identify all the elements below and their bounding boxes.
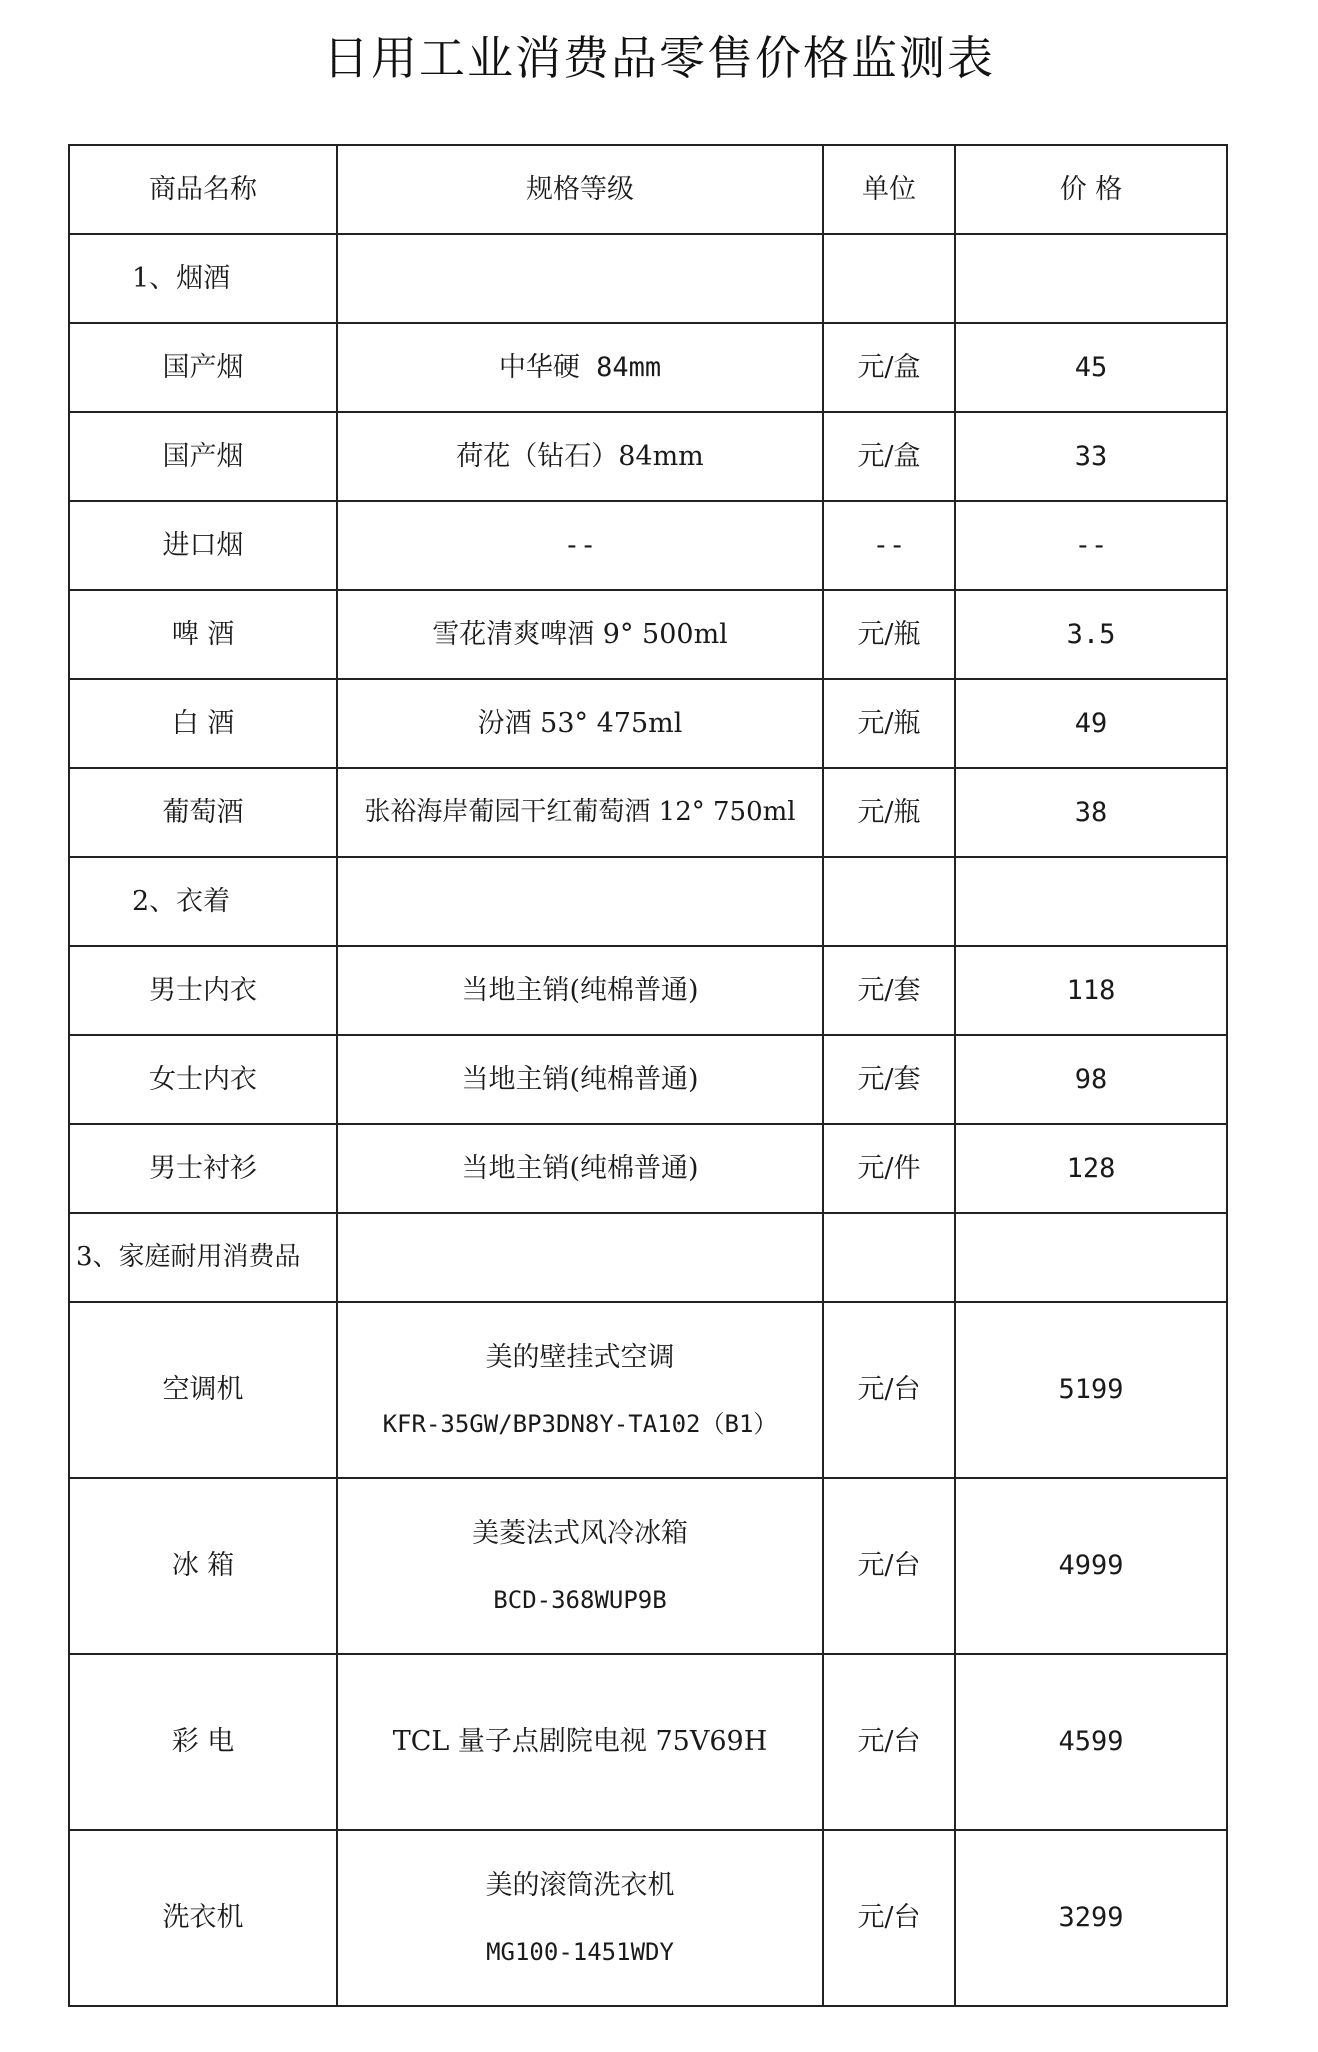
cell-unit [823,1213,955,1302]
cell-price: 49 [955,679,1227,768]
cell-price [955,857,1227,946]
cell-price [955,234,1227,323]
cell-spec [337,1478,823,1654]
cell-spec: -- [337,501,823,590]
section-title: 2、衣着 [69,857,337,946]
header-spec: 规格等级 [337,145,823,234]
cell-price: 4999 [955,1478,1227,1654]
cell-price: 38 [955,768,1227,857]
cell-price: 3.5 [955,590,1227,679]
header-row [69,145,1227,234]
cell-price: 45 [955,323,1227,412]
spec-model: BCD-368WUP9B [493,1585,667,1614]
price-monitoring-table [68,144,1228,2007]
cell-spec: 当地主销(纯棉普通) [337,1035,823,1124]
cell-unit [823,857,955,946]
cell-price: 5199 [955,1302,1227,1478]
spec-model: MG100-1451WDY [486,1937,674,1966]
cell-price: 128 [955,1124,1227,1213]
cell-name: 进口烟 [69,501,337,590]
cell-unit: 元/件 [823,1124,955,1213]
cell-spec: 汾酒 53° 475ml [337,679,823,768]
spec-line: 美菱法式风冷冰箱 [472,1518,688,1550]
table-row [69,768,1227,857]
cell-unit: 元/瓶 [823,679,955,768]
cell-name: 男士衬衫 [69,1124,337,1213]
cell-name: 葡萄酒 [69,768,337,857]
cell-spec [337,1830,823,2006]
section-title: 3、家庭耐用消费品 [69,1213,337,1302]
table-row [69,946,1227,1035]
cell-name: 女士内衣 [69,1035,337,1124]
table-row [69,679,1227,768]
cell-name: 国产烟 [69,412,337,501]
cell-spec: 荷花（钻石）84mm [337,412,823,501]
cell-price: 118 [955,946,1227,1035]
cell-spec: 张裕海岸葡园干红葡萄酒 12° 750ml [337,768,823,857]
cell-spec: 当地主销(纯棉普通) [337,946,823,1035]
cell-unit: 元/套 [823,1035,955,1124]
spec-line: 美的滚筒洗衣机 [485,1870,675,1902]
table-row [69,1830,1227,2006]
cell-unit: 元/瓶 [823,590,955,679]
cell-unit: 元/台 [823,1654,955,1830]
table-row [69,590,1227,679]
table-row [69,323,1227,412]
cell-unit: 元/台 [823,1830,955,2006]
cell-name: 冰 箱 [69,1478,337,1654]
cell-spec: 中华硬 84mm [337,323,823,412]
cell-price: 4599 [955,1654,1227,1830]
spec-model: KFR-35GW/BP3DN8Y-TA102（B1） [382,1409,778,1438]
table-row [69,1654,1227,1830]
header-name: 商品名称 [69,145,337,234]
header-price: 价 格 [955,145,1227,234]
cell-spec [337,234,823,323]
cell-name: 国产烟 [69,323,337,412]
cell-name: 白 酒 [69,679,337,768]
cell-unit: 元/盒 [823,412,955,501]
cell-price: -- [955,501,1227,590]
spec-line: 美的壁挂式空调 [485,1342,675,1374]
table-row [69,412,1227,501]
table-row [69,1035,1227,1124]
section-title: 1、烟酒 [69,234,337,323]
section-row [69,234,1227,323]
section-row [69,1213,1227,1302]
cell-spec [337,1302,823,1478]
cell-unit: 元/套 [823,946,955,1035]
cell-unit: 元/盒 [823,323,955,412]
cell-spec: 当地主销(纯棉普通) [337,1124,823,1213]
cell-price: 98 [955,1035,1227,1124]
cell-unit: 元/台 [823,1478,955,1654]
cell-name: 洗衣机 [69,1830,337,2006]
table-row [69,1302,1227,1478]
table-row [69,1478,1227,1654]
cell-price: 33 [955,412,1227,501]
cell-name: 啤 酒 [69,590,337,679]
table-row [69,1124,1227,1213]
section-row [69,857,1227,946]
cell-spec: TCL 量子点剧院电视 75V69H [337,1654,823,1830]
cell-price: 3299 [955,1830,1227,2006]
cell-spec [337,857,823,946]
header-unit: 单位 [823,145,955,234]
cell-unit: 元/台 [823,1302,955,1478]
cell-spec: 雪花清爽啤酒 9° 500ml [337,590,823,679]
cell-name: 彩 电 [69,1654,337,1830]
table-row [69,501,1227,590]
page-title: 日用工业消费品零售价格监测表 [323,31,995,85]
cell-unit: 元/瓶 [823,768,955,857]
cell-unit [823,234,955,323]
cell-price [955,1213,1227,1302]
cell-spec [337,1213,823,1302]
cell-name: 空调机 [69,1302,337,1478]
cell-unit: -- [823,501,955,590]
cell-name: 男士内衣 [69,946,337,1035]
